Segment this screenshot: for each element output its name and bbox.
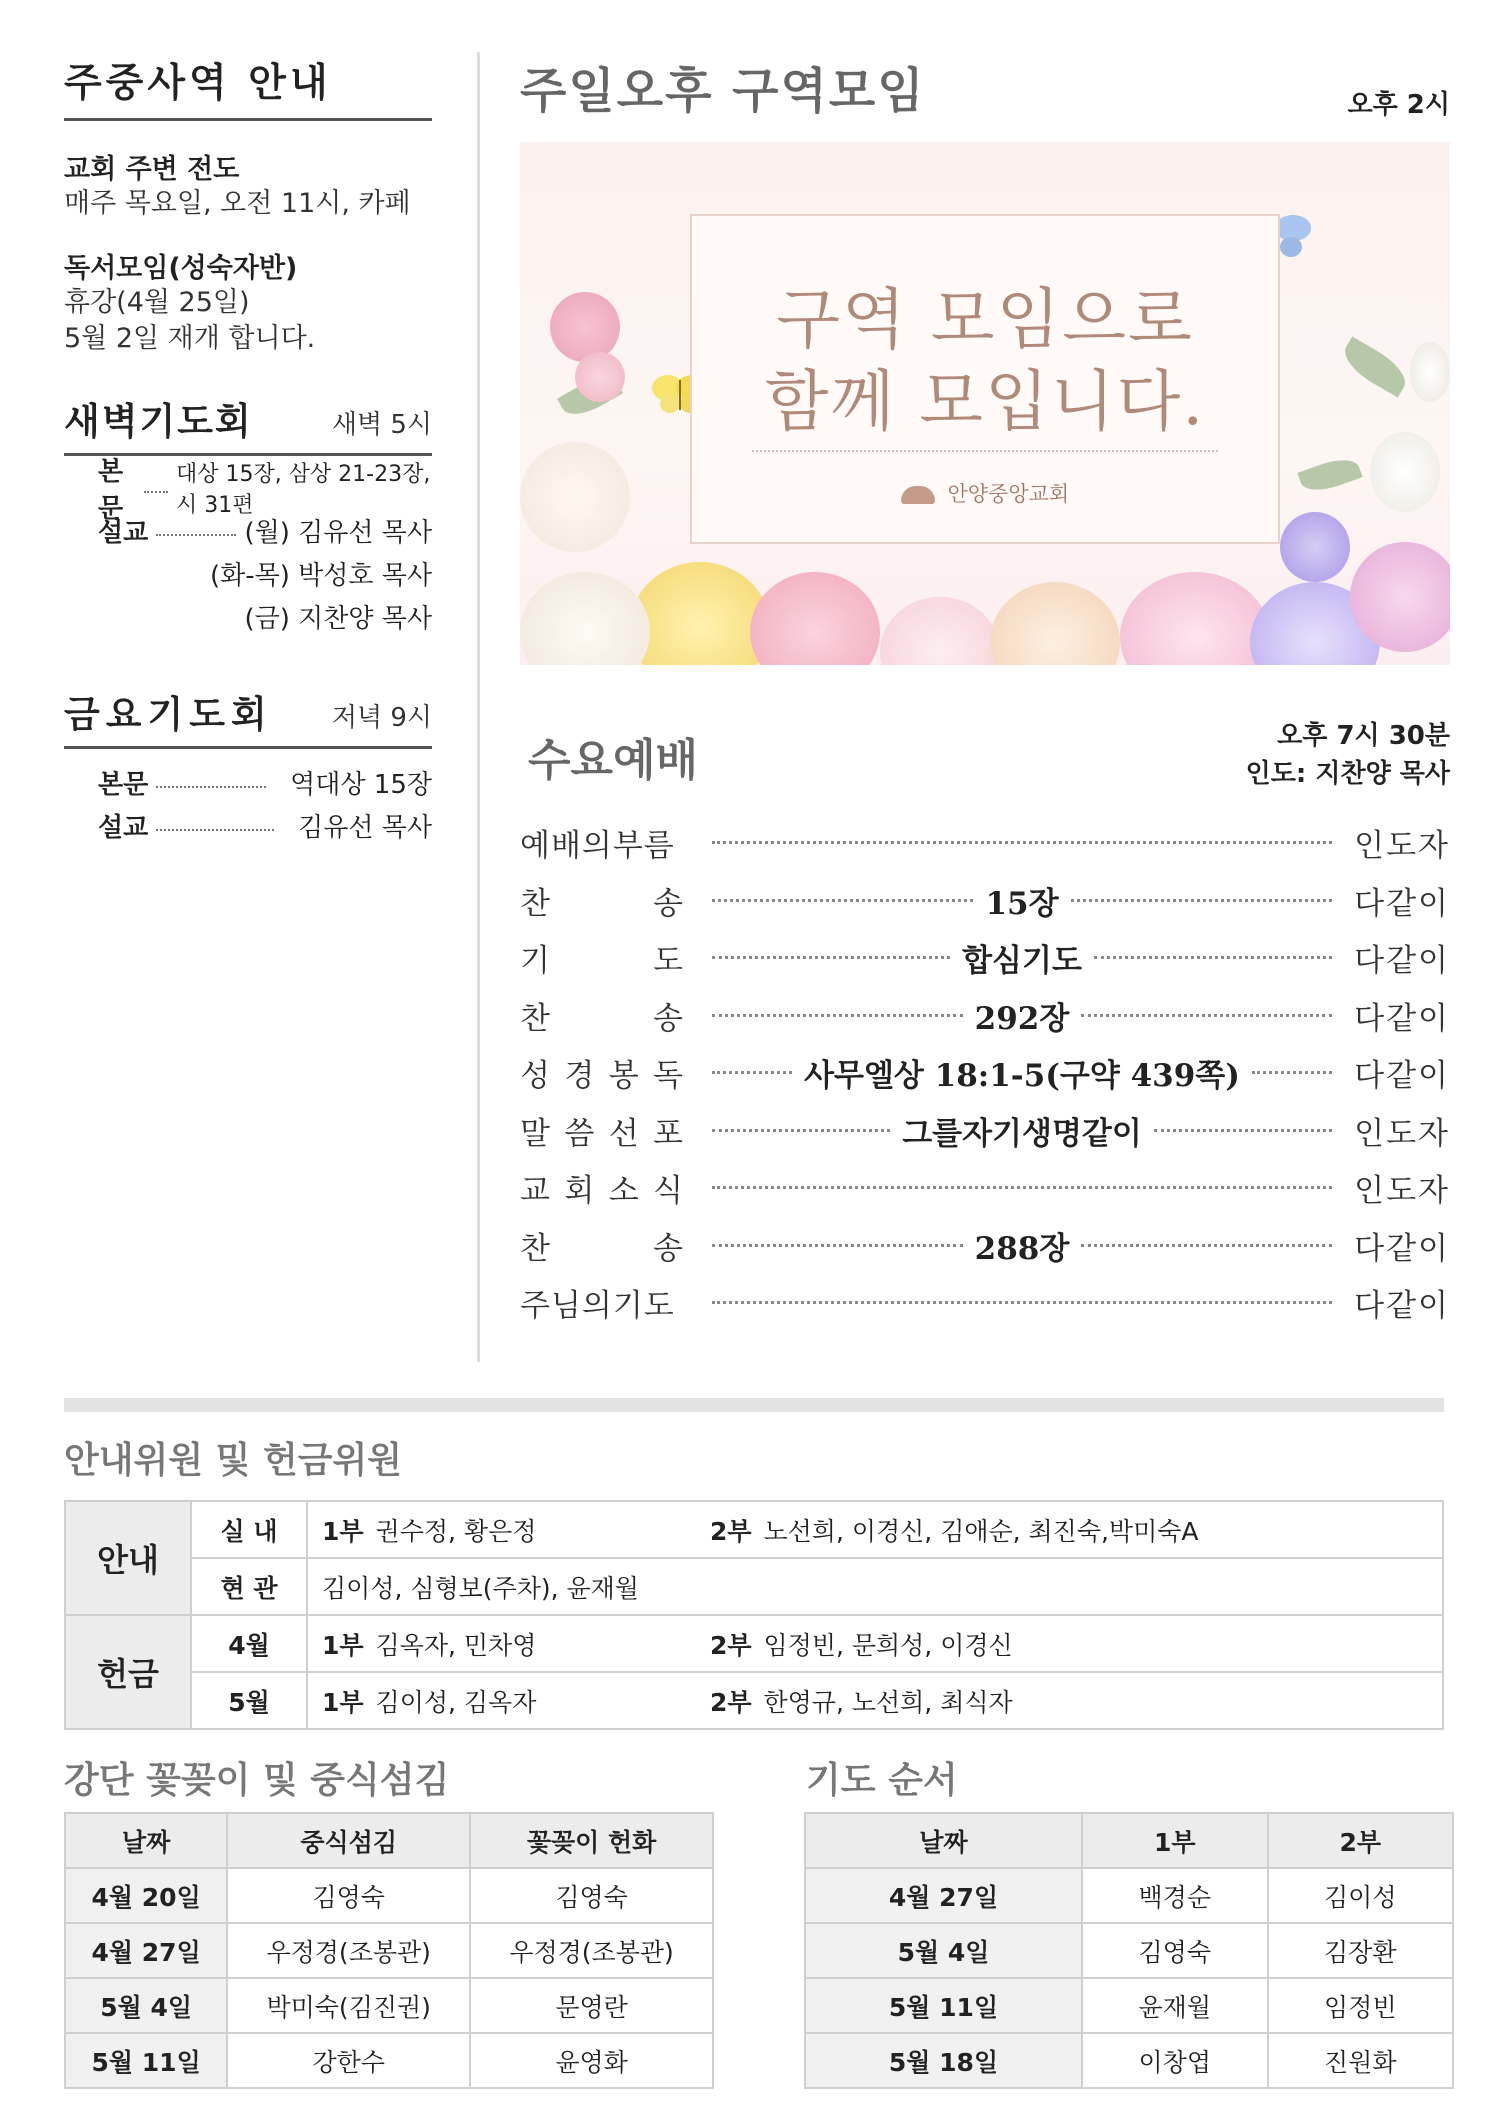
date-cell: 5월 18일 <box>805 2033 1082 2088</box>
indoor-part2: 2부 노선희, 이경신, 김애순, 최진숙,박미숙A <box>709 1516 1199 1546</box>
dawn-sermon-row-2 <box>98 552 432 595</box>
may-part1: 1부 김이성, 김옥자 <box>322 1687 537 1717</box>
reading-group-line2: 5월 2일 재개 합니다. <box>64 323 316 354</box>
table-header-row <box>805 1813 1453 1868</box>
april-part1: 1부 김옥자, 민차영 <box>322 1630 537 1660</box>
banner-church-logo <box>692 478 1278 508</box>
order-item-participant: 다같이 <box>1354 1058 1450 1095</box>
order-item-content: 15장 <box>985 885 1059 922</box>
flower-decoration <box>520 442 630 552</box>
order-item-leader-dots <box>712 1186 1332 1189</box>
name-cell: 윤재월 <box>1082 1978 1267 2033</box>
order-item-participant: 다같이 <box>1354 943 1450 980</box>
worship-order-row <box>520 1102 1450 1160</box>
worship-order-list <box>520 814 1450 1332</box>
name-cell: 김장환 <box>1268 1923 1454 1978</box>
worship-column <box>520 52 1450 1362</box>
order-item-content: 그를자기생명같이 <box>902 1115 1142 1152</box>
order-item-content: 288장 <box>974 1230 1070 1267</box>
leader-dots <box>144 491 168 493</box>
offering-label: 헌금 <box>65 1615 191 1729</box>
outreach-heading: 교회 주변 전도 <box>64 154 240 185</box>
entrance-names: 김이성, 심형보(주차), 윤재월 <box>307 1558 1443 1615</box>
worship-order-row <box>520 814 1450 872</box>
order-item-leader-dots <box>712 1223 1332 1268</box>
flower-decoration <box>1370 432 1440 512</box>
name-cell: 우정경(조봉관) <box>470 1923 713 1978</box>
date-cell: 4월 27일 <box>65 1923 227 1978</box>
name-cell: 박미숙(김진권) <box>227 1978 470 2033</box>
banner-dotted-rule <box>752 450 1218 452</box>
dawn-text-label: 본문 <box>98 456 124 524</box>
dawn-prayer-details <box>64 456 432 638</box>
sunday-meeting-time: 오후 2시 <box>1347 90 1450 120</box>
friday-prayer-header <box>64 684 432 749</box>
order-item-name: 말 씀 선 포 <box>520 1115 684 1152</box>
friday-text-value: 역대상 15장 <box>290 770 432 800</box>
flower-decoration <box>1280 512 1350 582</box>
worship-order-row <box>520 1274 1450 1332</box>
order-item-leader-dots <box>712 1050 1332 1095</box>
flower-decoration <box>880 597 1000 665</box>
column-header: 날짜 <box>65 1813 227 1868</box>
indoor-names <box>307 1501 1443 1558</box>
leaf-decoration <box>1297 453 1362 498</box>
cell-group-banner <box>520 142 1450 665</box>
order-item-leader-dots <box>712 935 1332 980</box>
leader-dots <box>156 534 236 536</box>
column-header: 1부 <box>1082 1813 1267 1868</box>
friday-sermon-row <box>98 804 432 847</box>
wednesday-service-title: 수요예배 <box>528 735 699 786</box>
column-header: 날짜 <box>805 1813 1082 1868</box>
weekly-ministry-column <box>64 52 432 847</box>
leader-dots <box>156 786 266 788</box>
name-cell: 김영숙 <box>470 1868 713 1923</box>
may-label: 5월 <box>191 1672 307 1729</box>
date-cell: 4월 27일 <box>805 1868 1082 1923</box>
friday-prayer-title: 금요기도회 <box>64 693 273 736</box>
friday-prayer-time: 저녁 9시 <box>331 703 432 733</box>
flower-decoration <box>750 572 880 665</box>
table-row <box>65 1978 713 2033</box>
worship-order-row <box>520 872 1450 930</box>
name-cell: 김영숙 <box>227 1868 470 1923</box>
flower-decoration <box>990 582 1120 665</box>
table-header-row <box>65 1813 713 1868</box>
date-cell: 5월 4일 <box>65 1978 227 2033</box>
worship-order-row <box>520 987 1450 1045</box>
flower-decoration <box>1350 542 1450 652</box>
order-item-participant: 다같이 <box>1354 885 1450 922</box>
may-part2: 2부 한영규, 노선희, 최식자 <box>709 1687 1013 1717</box>
prayer-order-table <box>804 1812 1454 2089</box>
worship-order-row <box>520 929 1450 987</box>
friday-text-label: 본문 <box>98 770 149 800</box>
name-cell: 김영숙 <box>1082 1923 1267 1978</box>
wednesday-service-info <box>1246 717 1450 793</box>
table-row <box>805 1923 1453 1978</box>
order-item-name: 찬 송 <box>520 1230 684 1267</box>
ushers-table <box>64 1500 1444 1730</box>
friday-sermon-label: 설교 <box>98 813 149 843</box>
dawn-text-value: 대상 15장, 삼상 21-23장, 시 31편 <box>175 461 431 518</box>
order-item-name: 교 회 소 식 <box>520 1173 684 1210</box>
name-cell: 이창엽 <box>1082 2033 1267 2088</box>
flower-decoration <box>575 352 625 402</box>
flowers-lunch-table <box>64 1812 714 2089</box>
table-row <box>65 1501 1443 1558</box>
friday-text-row <box>98 761 432 804</box>
dawn-text-row <box>98 456 432 524</box>
name-cell: 우정경(조봉관) <box>227 1923 470 1978</box>
order-item-content: 사무엘상 18:1-5(구약 439쪽) <box>804 1058 1240 1095</box>
table-row <box>65 2033 713 2088</box>
order-item-name: 찬 송 <box>520 885 684 922</box>
worship-order-row <box>520 1159 1450 1217</box>
reading-group-line1: 휴강(4월 25일) <box>64 287 250 318</box>
order-item-leader-dots <box>712 1301 1332 1304</box>
banner-church-name: 안양중앙교회 <box>947 482 1070 506</box>
dawn-sermon-1: (월) 김유선 목사 <box>244 518 432 548</box>
may-names <box>307 1672 1443 1729</box>
prayer-section-title: 기도 순서 <box>806 1760 958 1801</box>
dawn-sermon-label: 설교 <box>98 518 149 548</box>
banner-frame <box>690 214 1280 544</box>
order-item-participant: 인도자 <box>1354 1173 1450 1210</box>
table-row <box>805 1978 1453 2033</box>
order-item-participant: 다같이 <box>1354 1230 1450 1267</box>
column-header: 2부 <box>1268 1813 1454 1868</box>
indoor-part1: 1부 권수정, 황은정 <box>322 1516 537 1546</box>
table-row <box>805 2033 1453 2088</box>
table-row <box>65 1868 713 1923</box>
sunday-meeting-title: 주일오후 구역모임 <box>520 63 926 119</box>
name-cell: 백경순 <box>1082 1868 1267 1923</box>
order-item-participant: 다같이 <box>1354 1000 1450 1037</box>
order-item-leader-dots <box>712 1108 1332 1153</box>
dawn-sermon-row-3 <box>98 595 432 638</box>
order-item-name: 찬 송 <box>520 1000 684 1037</box>
leaf-decoration <box>1337 337 1413 398</box>
flowers-section-title: 강단 꽃꽂이 및 중식섬김 <box>64 1760 450 1801</box>
april-names <box>307 1615 1443 1672</box>
order-item-content: 합심기도 <box>962 943 1082 980</box>
dawn-prayer-title: 새벽기도회 <box>64 400 253 443</box>
friday-prayer-details <box>64 761 432 847</box>
banner-headline-1: 구역 모임으로 <box>776 281 1194 358</box>
weekly-ministry-title: 주중사역 안내 <box>64 52 432 121</box>
flower-decoration <box>520 572 650 665</box>
april-label: 4월 <box>191 1615 307 1672</box>
dawn-prayer-header <box>64 391 432 456</box>
entrance-label: 현 관 <box>191 1558 307 1615</box>
order-item-name: 예배의부름 <box>520 828 675 865</box>
april-part2: 2부 임정빈, 문희성, 이경신 <box>709 1630 1013 1660</box>
order-item-content: 292장 <box>974 1000 1070 1037</box>
flower-decoration <box>1120 572 1270 665</box>
date-cell: 5월 11일 <box>65 2033 227 2088</box>
section-divider-bar <box>64 1398 1444 1412</box>
flower-decoration <box>1410 342 1450 402</box>
order-item-name: 주님의기도 <box>520 1288 675 1325</box>
date-cell: 5월 11일 <box>805 1978 1082 2033</box>
banner-headline-2: 함께 모입니다. <box>764 363 1206 440</box>
order-item-leader-dots <box>712 841 1332 844</box>
name-cell: 김이성 <box>1268 1868 1454 1923</box>
flower-decoration <box>550 292 620 362</box>
guide-label: 안내 <box>65 1501 191 1615</box>
dawn-prayer-time: 새벽 5시 <box>331 410 432 440</box>
wednesday-service-leader: 인도: 지찬양 목사 <box>1245 759 1450 789</box>
reading-group-heading: 독서모임(성숙자반) <box>64 253 298 284</box>
order-item-participant: 인도자 <box>1354 1115 1450 1152</box>
friday-sermon-value: 김유선 목사 <box>298 813 432 843</box>
name-cell: 강한수 <box>227 2033 470 2088</box>
column-divider <box>477 52 480 1362</box>
worship-order-row <box>520 1217 1450 1275</box>
name-cell: 문영란 <box>470 1978 713 2033</box>
name-cell: 진원화 <box>1268 2033 1454 2088</box>
table-row <box>65 1615 1443 1672</box>
leader-dots <box>156 829 274 831</box>
table-row <box>65 1923 713 1978</box>
order-item-leader-dots <box>712 993 1332 1038</box>
order-item-participant: 다같이 <box>1354 1288 1450 1325</box>
table-row <box>65 1558 1443 1615</box>
dawn-sermon-row <box>98 509 432 552</box>
dawn-sermon-3: (금) 지찬양 목사 <box>244 604 432 634</box>
name-cell: 윤영화 <box>470 2033 713 2088</box>
order-item-leader-dots <box>712 878 1332 923</box>
table-row <box>805 1868 1453 1923</box>
indoor-label: 실 내 <box>191 1501 307 1558</box>
wednesday-service-time: 오후 7시 30분 <box>1277 721 1450 751</box>
order-item-name: 기 도 <box>520 943 684 980</box>
order-item-name: 성 경 봉 독 <box>520 1058 684 1095</box>
ushers-section-title: 안내위원 및 헌금위원 <box>64 1440 403 1481</box>
date-cell: 5월 4일 <box>805 1923 1082 1978</box>
dawn-sermon-2: (화-목) 박성호 목사 <box>209 561 432 591</box>
date-cell: 4월 20일 <box>65 1868 227 1923</box>
rose-decoration <box>630 562 770 665</box>
order-item-participant: 인도자 <box>1354 828 1450 865</box>
column-header: 꽃꽂이 헌화 <box>470 1813 713 1868</box>
church-logo-icon <box>901 486 935 504</box>
column-header: 중식섬김 <box>227 1813 470 1868</box>
worship-order-row <box>520 1044 1450 1102</box>
table-row <box>65 1672 1443 1729</box>
outreach-detail: 매주 목요일, 오전 11시, 카페 <box>64 188 411 219</box>
name-cell: 임정빈 <box>1268 1978 1454 2033</box>
